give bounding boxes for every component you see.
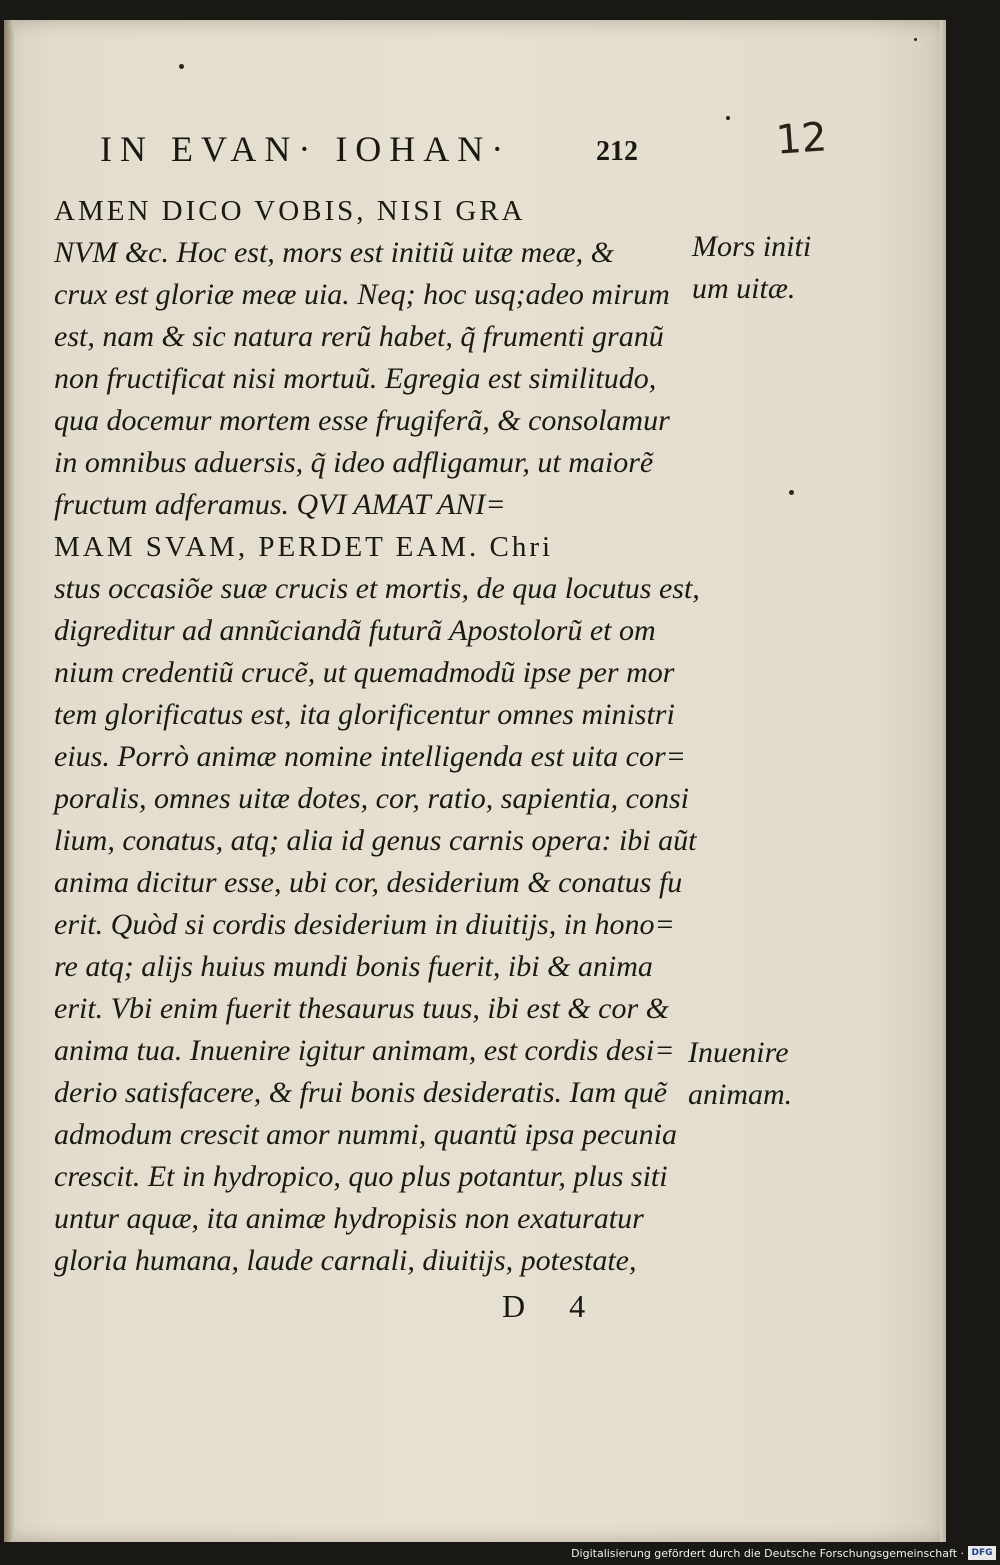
marginal-note-mors	[692, 226, 811, 310]
text-line: admodum crescit amor nummi, quantũ ipsa pecunia	[54, 1118, 677, 1151]
ink-speck	[914, 38, 917, 41]
dfg-logo: DFG	[968, 1546, 996, 1560]
marginal-line: um uitæ.	[692, 272, 796, 305]
page-edge	[940, 20, 946, 1542]
ink-speck	[179, 64, 184, 69]
text-line: qua docemur mortem esse frugiferã, & consolamur	[54, 404, 670, 437]
text-line: NVM &c. Hoc est, mors est initiũ uitæ meæ, &	[54, 236, 614, 269]
text-line: crescit. Et in hydropico, quo plus potantur, plus siti	[54, 1160, 668, 1193]
marginal-line: Inuenire	[688, 1036, 789, 1069]
text-line: AMEN DICO VOBIS, NISI GRA	[54, 195, 526, 227]
text-line: MAM SVAM, PERDET EAM. Chri	[54, 531, 554, 563]
running-head: IN EVAN· IOHAN·	[100, 129, 512, 169]
marginal-line: animam.	[688, 1078, 793, 1111]
text-line: anima tua. Inuenire igitur animam, est cordis desi=	[54, 1034, 675, 1067]
digitization-credit: Digitalisierung gefördert durch die Deutsche Forschungsgemeinschaft ·	[571, 1547, 964, 1560]
text-line: erit. Quòd si cordis desiderium in diuitijs, in hono=	[54, 908, 675, 941]
text-line: gloria humana, laude carnali, diuitijs, potestate,	[54, 1244, 637, 1277]
text-line: fructum adferamus. QVI AMAT ANI=	[54, 488, 506, 521]
text-line: digreditur ad annũciandã futurã Apostolorũ et om	[54, 614, 656, 647]
text-line: crux est gloriæ meæ uia. Neq; hoc usq;adeo mirum	[54, 278, 670, 311]
binding-edge	[4, 20, 14, 1542]
text-line: erit. Vbi enim fuerit thesaurus tuus, ibi est & cor &	[54, 992, 669, 1025]
text-line: tem glorificatus est, ita glorificentur omnes ministri	[54, 698, 675, 731]
text-line: eius. Porrò animæ nomine intelligenda est uita cor=	[54, 740, 686, 773]
text-line: non fructificat nisi mortuũ. Egregia est similitudo,	[54, 362, 657, 395]
handwritten-folio: 12	[774, 114, 829, 164]
text-line: untur aquæ, ita animæ hydropisis non exaturatur	[54, 1202, 644, 1235]
text-line: poralis, omnes uitæ dotes, cor, ratio, sapientia, consi	[54, 782, 690, 815]
text-line: re atq; alijs huius mundi bonis fuerit, ibi & anima	[54, 950, 653, 983]
signature-mark: D 4	[502, 1288, 604, 1324]
marginal-note-inuenire	[688, 1032, 792, 1116]
text-line: derio satisfacere, & frui bonis desideratis. Iam quẽ	[54, 1076, 668, 1109]
ink-speck	[789, 490, 794, 495]
ink-speck	[726, 116, 730, 120]
text-line: stus occasiõe suæ crucis et mortis, de qua locutus est,	[54, 572, 700, 605]
text-line: in omnibus aduersis, q̃ ideo adfligamur, ut maiorẽ	[54, 446, 654, 479]
body-text	[54, 190, 700, 1282]
text-line: anima dicitur esse, ubi cor, desiderium & conatus fu	[54, 866, 683, 899]
text-line: est, nam & sic natura rerũ habet, q̃ frumenti granũ	[54, 320, 664, 353]
marginal-line: Mors initi	[692, 230, 812, 263]
text-line: lium, conatus, atq; alia id genus carnis opera: ibi aũt	[54, 824, 697, 857]
folio-number: 212	[596, 136, 638, 167]
text-line: nium credentiũ crucẽ, ut quemadmodũ ipse per mor	[54, 656, 675, 689]
